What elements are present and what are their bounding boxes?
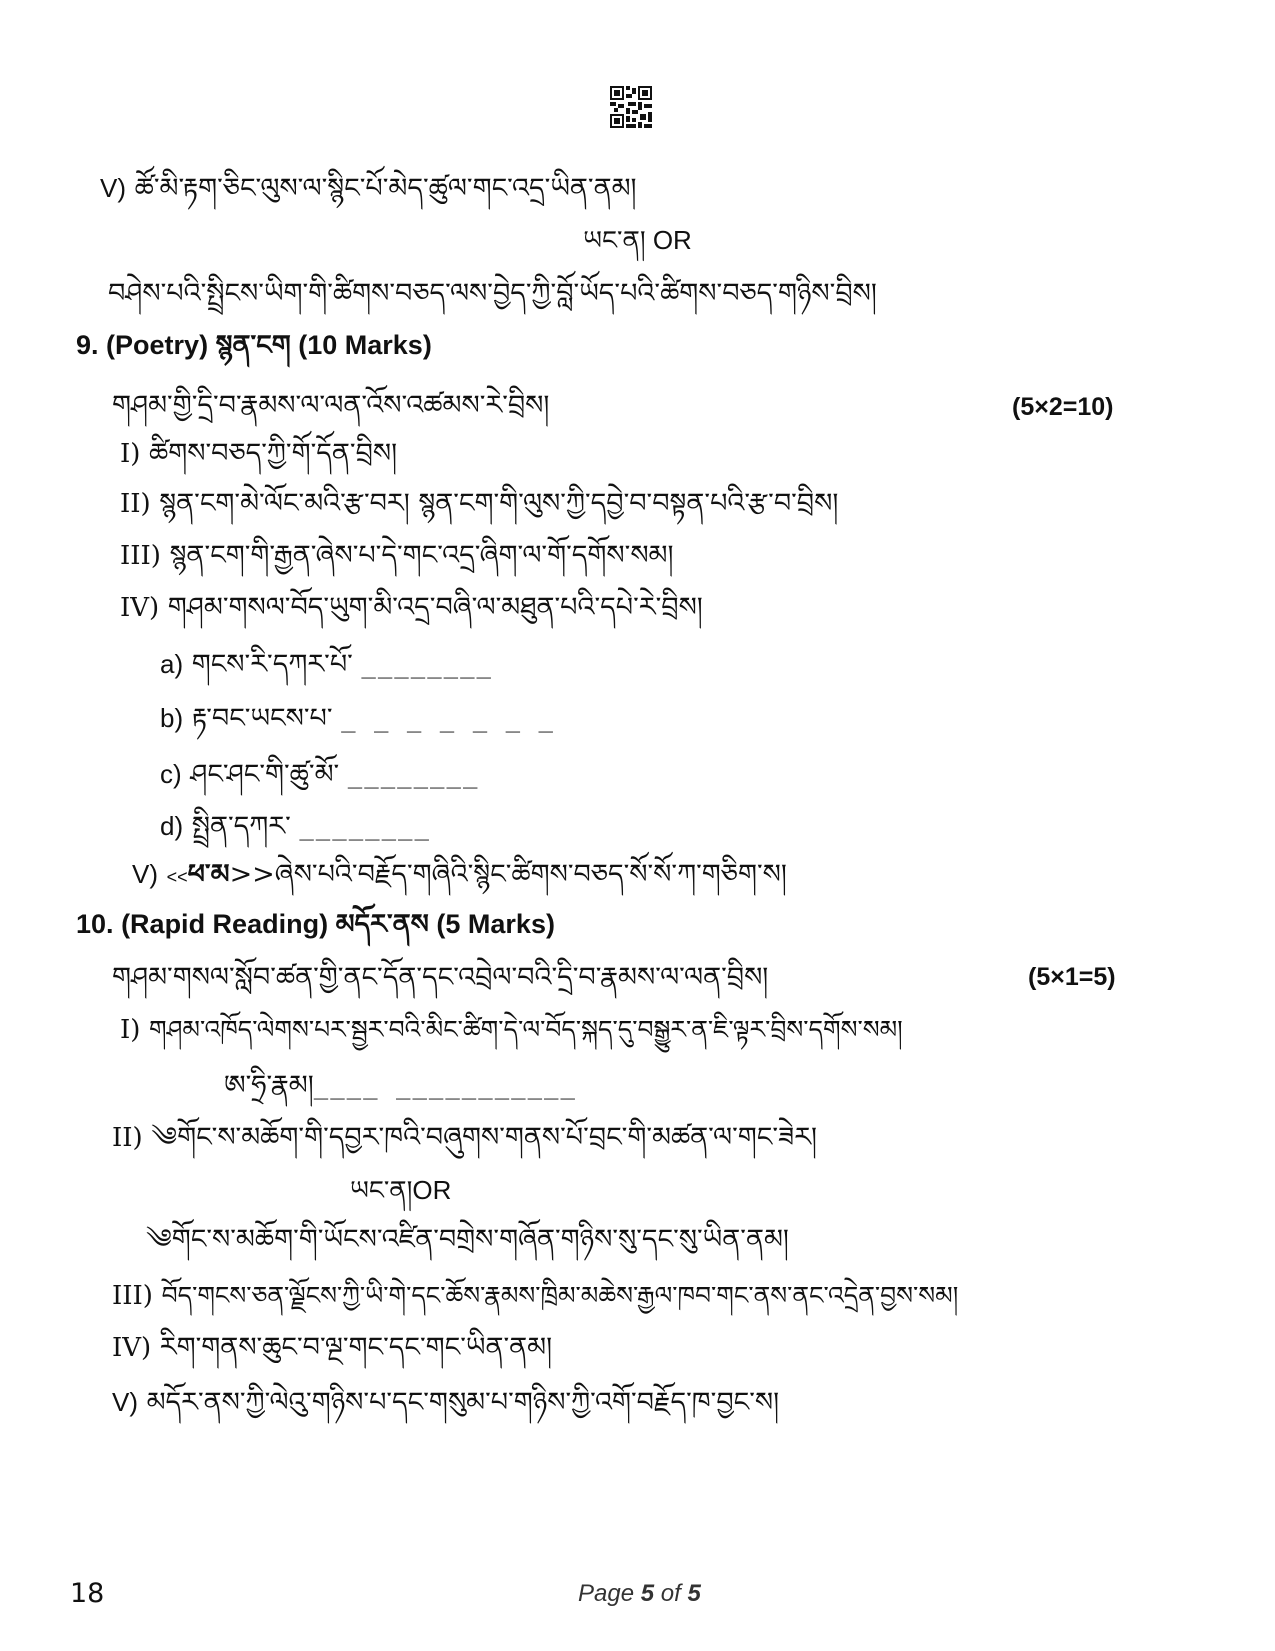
q8-v-label: V)	[100, 173, 126, 203]
q8-alt-text	[108, 276, 877, 312]
q10-item-i	[120, 1012, 903, 1048]
q10-item-v-label: V)	[112, 1387, 138, 1417]
q9-sub-b	[160, 700, 555, 737]
q9-item-i	[120, 436, 397, 472]
q9-item-iii-label: III)	[120, 541, 161, 571]
q9-instruction-text: གཤམ་གྱི་དྲི་བ་རྣམས་ལ་ལན་འོས་འཚམས་རེ་བྲིས།	[112, 390, 550, 421]
page-number	[578, 1580, 701, 1608]
q9-sub-d-blank: ________	[299, 813, 431, 841]
q9-sub-b-blank: _ _ _ _ _ _ _	[341, 705, 555, 733]
q9-sub-b-label: b)	[160, 703, 184, 733]
page-of: of	[660, 1580, 681, 1607]
q10-heading	[76, 906, 555, 943]
q8-item-v	[100, 170, 637, 207]
q9-item-iv-text: གཤམ་གསལ་བོད་ཡུག་མི་འདྲ་བཞི་ལ་མཐུན་པའི་དཔེ་རེ་བྲིས།	[167, 592, 703, 623]
q9-sub-a-label: a)	[160, 649, 184, 679]
q9-item-v-suffix: >>ཞེས་པའི་བརྗོད་གཞིའི་སྙིང་ཚིགས་བཅད་སོ་སོ་ཀ་གཅིག་ས།	[229, 859, 787, 890]
q9-item-ii-text: སྙན་ངག་མེ་ལོང་མའི་རྩ་བར། སྙན་ངག་གི་ལུས་ཀྱི་དབྱེ་བ་བསྟན་པའི་རྩ་བ་བྲིས།	[159, 488, 839, 519]
paper-code: 18	[70, 1578, 105, 1609]
q10-item-ii-text: ༄གོང་ས་མཆོག་གི་དབྱར་ཁའི་བཞུགས་གནས་པོ་བྲང་གི་མཚན་ལ་གང་ཟེར།	[151, 1122, 818, 1153]
q10-item-iv-text: རིག་གནས་ཆུང་བ་ལྔ་གང་དང་གང་ཡིན་ནམ།	[159, 1332, 553, 1363]
q9-instruction	[112, 388, 549, 424]
q10-number: 10.	[76, 909, 114, 939]
q9-sub-c-label: c)	[160, 759, 182, 789]
q10-instruction-text: གཤམ་གསལ་སློབ་ཚན་གྱི་ནང་དོན་དང་འབྲེལ་བའི་དྲི་བ་རྣམས་ལ་ལན་བྲིས།	[112, 962, 769, 993]
q9-title-tib: སྙན་ངག	[215, 330, 291, 361]
q9-sub-d	[160, 808, 431, 845]
q9-item-iii-text: སྙན་ངག་གི་རྒྱན་ཞེས་པ་དེ་གང་འདྲ་ཞིག་ལ་གོ་དགོས་སམ།	[169, 540, 674, 571]
q9-item-i-label: I)	[120, 439, 141, 469]
q10-item-i-sub	[224, 1068, 577, 1104]
q9-scheme: (5×2=10)	[1012, 393, 1114, 421]
q9-item-v-label: V)	[132, 859, 158, 889]
q9-sub-a-blank: ________	[361, 651, 493, 679]
q10-item-iv	[112, 1330, 552, 1366]
q10-item-iii-text: བོད་གངས་ཅན་ལྗོངས་ཀྱི་ཡི་གེ་དང་ཆོས་རྣམས་ཁྲིམ་མཆེས་རྒྱལ་ཁབ་གང་ནས་ནང་འདྲེན་བྱས་སམ།	[161, 1281, 959, 1310]
q9-item-v-bold: ཕ་མ	[187, 859, 230, 890]
q9-item-i-text: ཚིགས་བཅད་ཀྱི་གོ་དོན་བྲིས།	[149, 438, 398, 469]
page-current: 5	[640, 1580, 655, 1607]
q9-sub-c	[160, 756, 479, 793]
q9-number: 9.	[76, 330, 99, 360]
q10-item-iv-label: IV)	[112, 1333, 152, 1363]
q9-item-v-prefix: <<	[166, 867, 188, 887]
q10-marks: (5 Marks)	[436, 909, 555, 939]
qr-code-icon	[610, 86, 652, 128]
q8-or-text: ཡང་ན། OR	[583, 225, 692, 255]
q10-item-v-text: མདོར་ནས་ཀྱི་ལེའུ་གཉིས་པ་དང་གསུམ་པ་གཉིས་ཀྱི་འགོ་བརྗོད་ཁ་བྱང་ས།	[146, 1387, 780, 1418]
q10-scheme: (5×1=5)	[1028, 963, 1116, 991]
q9-item-iv-label: IV)	[120, 593, 160, 623]
q10-item-ii-alt	[146, 1222, 789, 1258]
q9-sub-c-text: ཤང་ཤང་གི་ཚུ་མོ་	[190, 759, 340, 790]
q9-heading	[76, 327, 432, 364]
q9-item-v	[132, 856, 787, 895]
q9-item-iv	[120, 590, 703, 626]
q10-item-ii	[112, 1120, 817, 1156]
q10-or-label	[350, 1172, 451, 1209]
q9-title: (Poetry)	[106, 330, 209, 360]
q9-sub-c-blank: ________	[347, 761, 480, 789]
q9-sub-d-label: d)	[160, 811, 184, 841]
q9-sub-b-text: རྟ་བང་ཡངས་པ་	[191, 703, 333, 734]
q9-item-ii-label: II)	[120, 489, 151, 519]
q10-instruction	[112, 960, 768, 996]
q10-title: (Rapid Reading)	[121, 909, 329, 939]
q10-item-i-label: I)	[120, 1015, 141, 1045]
q9-sub-d-text: སྤྲིན་དཀར་	[191, 811, 291, 842]
q10-item-i-sub-tib: ཨ་ཧྲི་རྣམ།	[224, 1070, 314, 1101]
q10-item-ii-label: II)	[112, 1123, 143, 1153]
q9-marks: (10 Marks)	[298, 330, 432, 360]
q9-item-ii	[120, 486, 838, 522]
page-total: 5	[687, 1580, 701, 1607]
q10-item-v	[112, 1384, 779, 1421]
q8-alt-tib: བཤེས་པའི་སྤྲིངས་ཡིག་གི་ཚིགས་བཅད་ལས་བྱེད་ཀྱི་བློ་ཡོད་པའི་ཚིགས་བཅད་གཉིས་བྲིས།	[108, 278, 877, 309]
q9-sub-a	[160, 646, 493, 683]
q10-item-ii-alt-text: ༄གོང་ས་མཆོག་གི་ཡོངས་འཛིན་བགྲེས་གཞོན་གཉིས་སུ་དང་སུ་ཡིན་ནམ།	[146, 1224, 789, 1255]
q10-item-iii-label: III)	[112, 1281, 153, 1311]
q9-sub-a-text: གངས་རི་དཀར་པོ་	[191, 649, 353, 680]
q9-item-iii	[120, 538, 674, 574]
q10-item-iii	[112, 1278, 958, 1314]
q8-or-label	[0, 222, 1275, 259]
page-word: Page	[578, 1580, 635, 1607]
q10-item-i-text: གཤམ་འཁོད་ལེགས་པར་སྦྱར་བའི་མིང་ཚིག་དེ་ལ་བོད་སྐད་དུ་བསྒྱུར་ན་ཇི་ལྟར་བྲིས་དགོས་སམ།	[149, 1015, 903, 1044]
q8-v-text: ཚོ་མི་རྟག་ཅིང་ལུས་ལ་སྙིང་པོ་མེད་ཚུལ་གང་འདྲ་ཡིན་ནམ།	[134, 173, 637, 204]
q10-item-i-blank: ____ ___________	[313, 1072, 577, 1100]
q10-title-tib: མདོར་ནས	[335, 909, 429, 940]
q10-or-text: ཡང་ན།OR	[350, 1175, 452, 1205]
